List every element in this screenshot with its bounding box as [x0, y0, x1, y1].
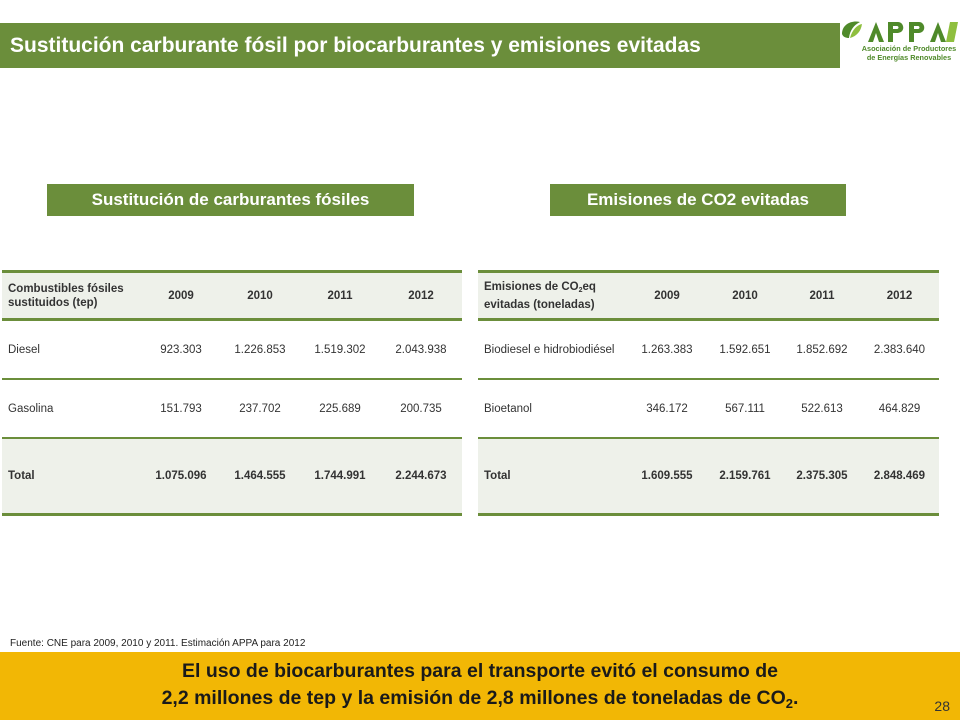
table-cell: 1.519.302 — [314, 343, 366, 356]
table-cell: 2.848.469 — [873, 470, 926, 482]
header-label-line2: evitadas (toneladas) — [484, 298, 595, 311]
row-label: Bioetanol — [484, 402, 532, 415]
year-header: 2011 — [809, 289, 835, 302]
table-header-row — [478, 273, 939, 321]
table-cell: 346.172 — [646, 402, 688, 415]
table-cell: 923.303 — [160, 343, 202, 356]
source-note: Fuente: CNE para 2009, 2010 y 2011. Estimación APPA para 2012 — [10, 638, 306, 649]
table-cell: 1.609.555 — [641, 470, 693, 482]
table-cell: 200.735 — [400, 402, 442, 415]
logo-subtitle-line1: Asociación de Productores — [861, 44, 957, 53]
row-label: Total — [8, 470, 35, 482]
conclusion-banner — [0, 652, 960, 720]
appa-logo — [840, 16, 960, 72]
table-total-row — [2, 439, 462, 513]
table-cell: 2.383.640 — [873, 343, 926, 356]
row-label: Gasolina — [8, 402, 54, 415]
header-label-text: Emisiones de CO — [484, 280, 579, 293]
conclusion-line2 — [0, 685, 960, 717]
table-header-row — [2, 273, 462, 321]
fossil-substitution-heading: Sustitución de carburantes fósiles — [47, 184, 414, 216]
co2-avoided-table — [478, 270, 939, 516]
table-cell: 151.793 — [160, 402, 202, 415]
table-row — [2, 321, 462, 380]
table-cell: 522.613 — [801, 402, 843, 415]
header-label-eq: eq — [582, 280, 596, 293]
header-label-line2: sustituidos (tep) — [8, 296, 98, 309]
table-cell: 1.226.853 — [234, 343, 286, 356]
row-label: Biodiesel e hidrobiodiésel — [484, 343, 615, 356]
table-cell: 2.043.938 — [395, 343, 447, 356]
page-number: 28 — [934, 698, 950, 714]
table-cell: 225.689 — [319, 402, 361, 415]
row-label: Total — [484, 470, 511, 482]
table-cell: 1.075.096 — [155, 470, 207, 482]
table-total-row — [478, 439, 939, 513]
co2-subscript: 2 — [785, 696, 793, 711]
appa-wordmark-icon — [840, 16, 960, 46]
slide-title: Sustitución carburante fósil por biocarburantes y emisiones evitadas — [0, 23, 840, 68]
table-cell: 2.375.305 — [796, 470, 848, 482]
table-cell: 2.159.761 — [719, 470, 771, 482]
table-row — [478, 321, 939, 380]
conclusion-line2-text: 2,2 millones de tep y la emisión de 2,8 millones de toneladas de CO — [161, 687, 786, 709]
fossil-substitution-table — [2, 270, 462, 516]
table-cell: 1.263.383 — [641, 343, 693, 356]
row-label: Diesel — [8, 343, 40, 356]
year-header: 2012 — [408, 289, 434, 302]
conclusion-period: . — [793, 687, 799, 709]
logo-subtitle-line2: de Energías Renovables — [866, 52, 952, 62]
table-cell: 1.744.991 — [314, 470, 366, 482]
co2-avoided-heading: Emisiones de CO2 evitadas — [550, 184, 846, 216]
table-cell: 2.244.673 — [395, 470, 447, 482]
year-header: 2012 — [886, 289, 913, 302]
logo-subtitle — [860, 45, 958, 62]
conclusion-line1: El uso de biocarburantes para el transporte evitó el consumo de — [182, 660, 778, 682]
table-cell: 1.852.692 — [796, 343, 848, 356]
table-row — [2, 380, 462, 439]
header-label-cell — [478, 280, 628, 312]
year-header: 2010 — [247, 289, 273, 302]
year-header: 2009 — [654, 289, 680, 302]
year-header: 2010 — [732, 289, 758, 302]
table-cell: 464.829 — [878, 402, 921, 415]
table-row — [478, 380, 939, 439]
header-label-line1 — [484, 280, 628, 298]
table-cell: 1.592.651 — [719, 343, 771, 356]
table-cell: 567.111 — [725, 402, 765, 415]
year-header: 2011 — [327, 289, 353, 302]
header-label-cell — [2, 282, 142, 310]
table-cell: 1.464.555 — [234, 470, 286, 482]
year-header: 2009 — [168, 289, 194, 302]
header-label-line1: Combustibles fósiles — [8, 282, 124, 295]
co2-subscript: 2 — [578, 286, 583, 294]
table-cell: 237.702 — [239, 402, 281, 415]
